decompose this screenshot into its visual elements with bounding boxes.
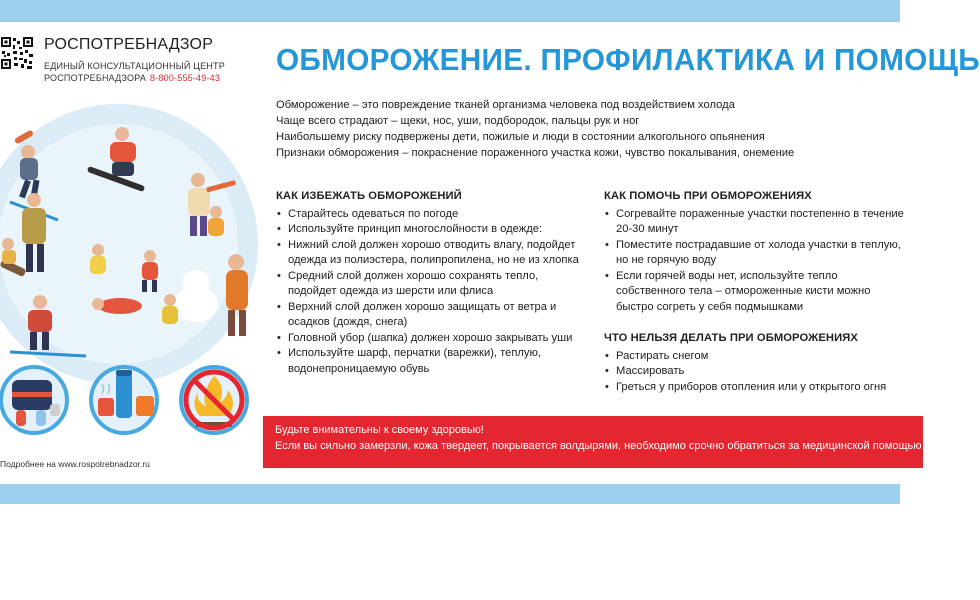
poster <box>0 22 980 484</box>
intro-line: Обморожение – это повреждение тканей организма человека под воздействием холода <box>276 99 735 111</box>
winter-clothes-icon <box>1 367 67 433</box>
footer-link-note: Подробнее на www.rospotrebnadzor.ru <box>0 459 150 469</box>
no-fire-icon <box>181 367 247 433</box>
dont-list <box>604 349 904 396</box>
org-name: РОСПОТРЕБНАДЗОР <box>44 36 214 53</box>
org-subtitle: ЕДИНЫЙ КОНСУЛЬТАЦИОННЫЙ ЦЕНТР <box>44 61 225 71</box>
list-item: • Старайтесь одеваться по погоде <box>276 207 586 223</box>
kid-snowman-figure <box>162 294 178 324</box>
list-item: • Греться у приборов отопления или у открытого огня <box>604 380 904 396</box>
top-band <box>0 0 900 22</box>
intro-line: Признаки обморожения – покраснение пораженного участка кожи, чувство покалывания, онемение <box>276 147 795 159</box>
help-section <box>604 189 904 395</box>
list-item: • Используйте принцип многослойности в одежде: <box>276 222 586 238</box>
hotline-phone: 8-800-555-49-43 <box>150 73 221 83</box>
list-item: • Согревайте пораженные участки постепенно в течение 20-30 минут <box>604 207 904 238</box>
qr-code-icon <box>0 36 34 70</box>
warning-line: Если вы сильно замерзли, кожа твердеет, покрывается волдырями, необходимо срочно обратиться за медицинской помощью <box>275 439 922 452</box>
org-subtitle-2 <box>44 73 220 83</box>
list-item: • Средний слой должен хорошо сохранять тепло, подойдет одежда из шерсти или флиса <box>276 269 586 300</box>
help-list <box>604 207 904 316</box>
list-item: • Головной убор (шапка) должен хорошо закрывать уши <box>276 331 586 347</box>
bottom-band <box>0 484 900 504</box>
help-title: КАК ПОМОЧЬ ПРИ ОБМОРОЖЕНИЯХ <box>604 190 812 202</box>
list-item: • Если горячей воды нет, используйте тепло собственного тела – отмороженные кисти можно быстро согреть у себя подмышками <box>604 269 904 316</box>
avoid-section <box>276 189 586 377</box>
list-item: • Используйте шарф, перчатки (варежки), теплую, водонепроницаемую обувь <box>276 346 586 377</box>
intro-text <box>276 97 876 161</box>
list-item: • Поместите пострадавшие от холода участки в теплую, но не горячую воду <box>604 238 904 269</box>
dont-title: ЧТО НЕЛЬЗЯ ДЕЛАТЬ ПРИ ОБМОРОЖЕНИЯХ <box>604 332 858 344</box>
page-title: ОБМОРОЖЕНИЕ. ПРОФИЛАКТИКА И ПОМОЩЬ <box>276 42 980 77</box>
avoid-title: КАК ИЗБЕЖАТЬ ОБМОРОЖЕНИЙ <box>276 190 462 202</box>
list-item: • Нижний слой должен хорошо отводить влагу, подойдет одежда из полиэстера, полипропилена, но не из хлопка <box>276 238 586 269</box>
list-item: • Массировать <box>604 364 904 380</box>
intro-line: Наибольшему риску подвержены дети, пожилые и люди в состоянии алкогольного опьянения <box>276 131 765 143</box>
list-item: • Верхний слой должен хорошо защищать от ветра и осадков (дождя, снега) <box>276 300 586 331</box>
org-subtitle-text: РОСПОТРЕБНАДЗОРА <box>44 73 147 83</box>
avoid-list <box>276 207 586 378</box>
child-figure <box>208 206 224 236</box>
section-gap <box>604 315 904 331</box>
list-item: • Растирать снегом <box>604 349 904 365</box>
warning-line: Будьте внимательны к своему здоровью! <box>275 424 484 436</box>
warning-banner <box>263 416 923 468</box>
intro-line: Чаще всего страдают – щеки, нос, уши, подбородок, пальцы рук и ног <box>276 115 640 127</box>
hot-drink-icon <box>91 367 157 433</box>
tips-icons <box>0 348 262 452</box>
winter-scene-illustration <box>0 94 262 356</box>
